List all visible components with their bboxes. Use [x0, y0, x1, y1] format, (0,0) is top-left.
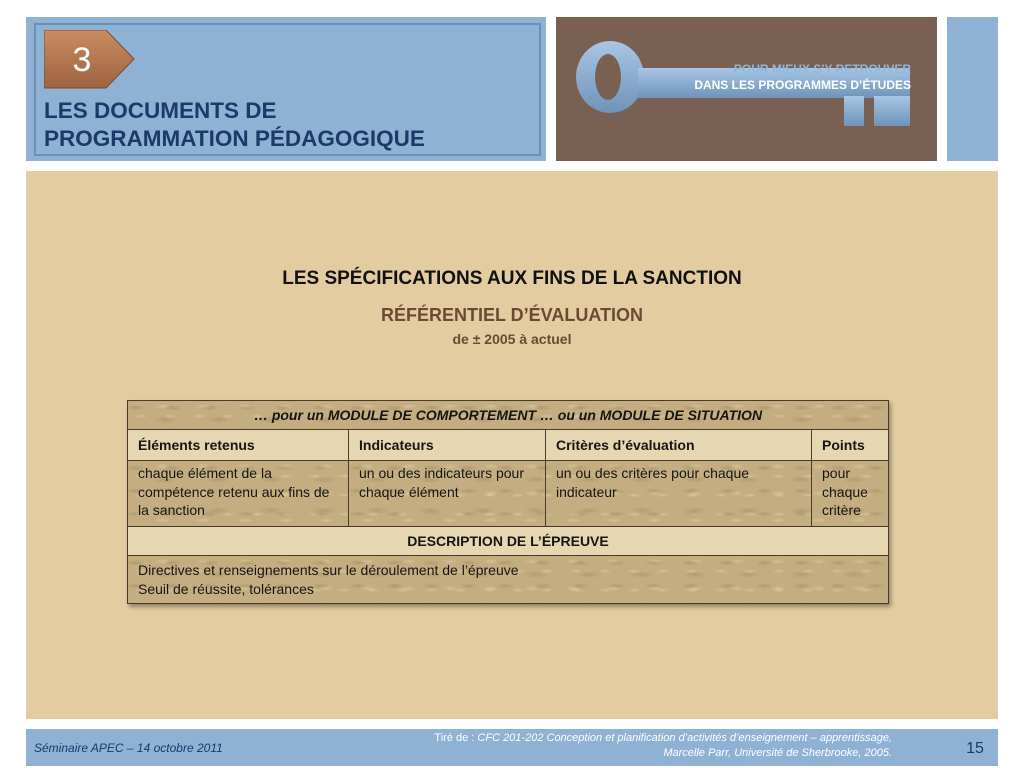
section-number-badge: [44, 30, 136, 90]
description-header-row: [128, 527, 889, 556]
section-title-line1: LES DOCUMENTS DE: [44, 98, 277, 123]
tagline-line1: POUR MIEUX S’Y RETROUVER: [733, 62, 911, 76]
date-range: de ± 2005 à actuel: [452, 331, 572, 347]
table-cell: chaque élément de la compétence retenu aux fins de la sanction: [128, 461, 349, 527]
source-line2: Marcelle Parr, Université de Sherbrooke, 2005.: [663, 747, 892, 759]
header-side-strip: [947, 17, 998, 161]
table-header-row: [128, 430, 889, 461]
table-cell: un ou des critères pour chaque indicateur: [546, 461, 812, 527]
source-title: CFC 201-202 Conception et planification d’activités d’enseignement – apprentissage,: [477, 732, 892, 744]
table-cell: pour chaque critère: [812, 461, 889, 527]
source-citation: [300, 731, 892, 761]
section-number: 3: [72, 41, 92, 79]
description-header: DESCRIPTION DE L’ÉPREUVE: [128, 527, 889, 556]
column-header: Critères d’évaluation: [546, 430, 812, 461]
source-prefix: Tiré de :: [434, 732, 478, 744]
section-title-line2: PROGRAMMATION PÉDAGOGIQUE: [44, 126, 425, 151]
column-header: Éléments retenus: [128, 430, 349, 461]
slide-title: LES SPÉCIFICATIONS AUX FINS DE LA SANCTION: [282, 268, 742, 289]
source-line1: [300, 731, 892, 746]
seminar-label: Séminaire APEC – 14 octobre 2011: [34, 741, 223, 755]
column-header: Points: [812, 430, 889, 461]
description-row: [128, 556, 889, 604]
description-cell: [128, 556, 889, 604]
column-header: Indicateurs: [349, 430, 546, 461]
description-line: Directives et renseignements sur le déroulement de l’épreuve: [138, 562, 519, 578]
slide-subtitle: RÉFÉRENTIEL D’ÉVALUATION: [380, 305, 643, 325]
section-title: [44, 97, 524, 153]
page-number: 15: [966, 740, 984, 757]
table-cell: un ou des indicateurs pour chaque élément: [349, 461, 546, 527]
table-row: [128, 461, 889, 527]
table-caption-row: [128, 401, 889, 430]
table-caption: … pour un MODULE DE COMPORTEMENT … ou un MODULE DE SITUATION: [128, 401, 889, 430]
tagline-line2: DANS LES PROGRAMMES D’ÉTUDES: [694, 78, 911, 92]
description-line: Seuil de réussite, tolérances: [138, 580, 314, 597]
specifications-table: [127, 400, 889, 604]
